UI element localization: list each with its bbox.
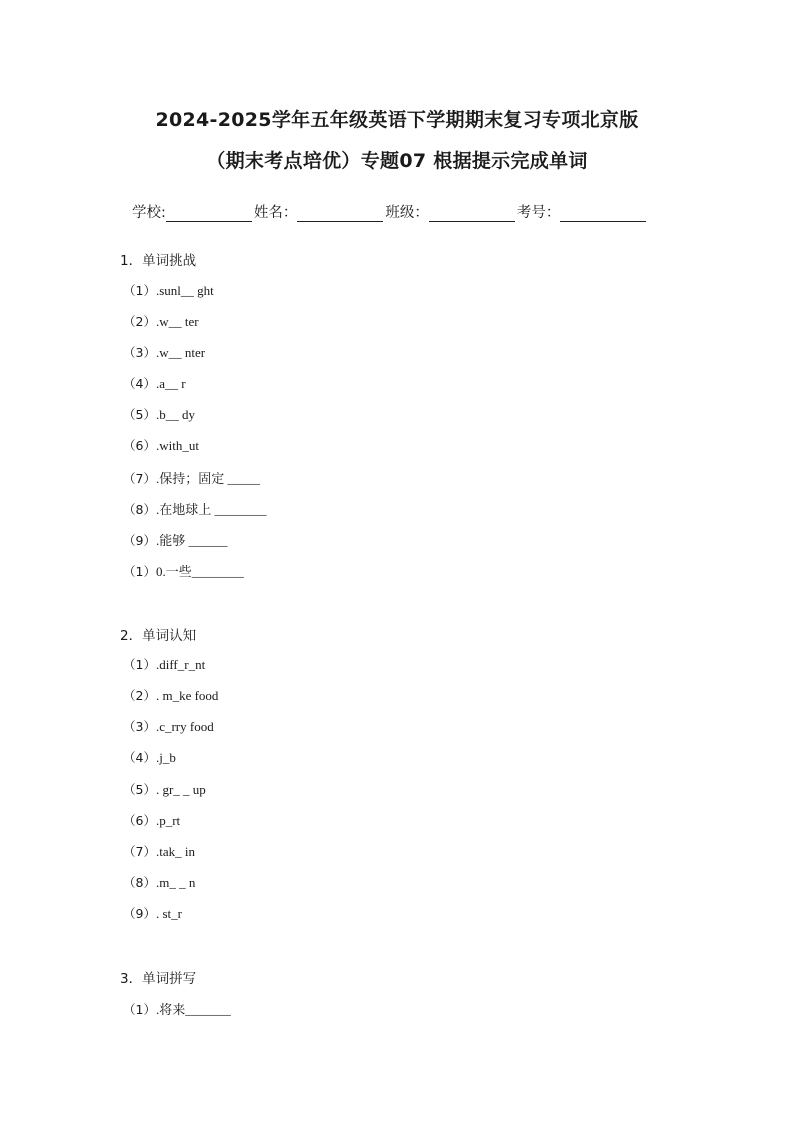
question-number: （8） <box>123 875 156 890</box>
question-text: .a__ r <box>155 376 186 391</box>
question-item <box>123 811 180 829</box>
question-text: .p_rt <box>155 813 181 828</box>
class-label: 班级： <box>385 205 429 221</box>
question-item <box>123 686 218 704</box>
question-text: . gr_ _ up <box>155 782 206 797</box>
question-text: .w__ ter <box>155 314 199 329</box>
question-text: .在地球上 ________ <box>155 502 267 517</box>
question-number: （5） <box>123 782 156 797</box>
question-text: .保持；固定 _____ <box>155 471 260 486</box>
question-item <box>123 842 195 860</box>
question-text: .sunl__ ght <box>155 283 214 298</box>
question-item <box>123 717 214 735</box>
question-item <box>123 561 244 580</box>
question-number: （1） <box>123 1002 156 1017</box>
name-blank <box>297 206 383 222</box>
question-number: （4） <box>123 376 156 391</box>
question-number: （9） <box>123 906 156 921</box>
question-text: .diff_r_nt <box>155 657 206 672</box>
document-subtitle: （期末考点培优）专题07 根据提示完成单词 <box>206 150 588 172</box>
question-text: .c_rry food <box>155 719 214 734</box>
question-number: （6） <box>123 813 156 828</box>
question-number: （1） <box>123 657 156 672</box>
section-title: 3．单词拼写 <box>120 971 197 987</box>
question-item <box>123 436 199 454</box>
section-title: 2．单词认知 <box>120 628 197 644</box>
question-text: .b__ dy <box>155 407 195 422</box>
question-item <box>123 873 195 891</box>
student-info-row <box>132 201 648 222</box>
school-blank <box>166 206 252 222</box>
question-number: （3） <box>123 719 156 734</box>
question-number: （6） <box>123 438 156 453</box>
question-item <box>123 312 199 330</box>
question-text: .tak_ in <box>155 844 195 859</box>
question-item <box>123 499 266 518</box>
question-text: .m_ _ n <box>155 875 196 890</box>
question-item <box>123 281 214 299</box>
question-number: （7） <box>123 844 156 859</box>
question-number: （7） <box>123 471 156 486</box>
school-label: 学校: <box>132 205 166 221</box>
question-number: （9） <box>123 533 156 548</box>
question-item <box>123 405 195 423</box>
name-label: 姓名： <box>253 205 298 221</box>
question-number: （1） <box>123 283 156 298</box>
question-item <box>123 748 176 766</box>
question-text: .with_ut <box>155 438 199 453</box>
question-text: .j_b <box>155 750 176 765</box>
question-text: .将来_______ <box>155 1002 231 1017</box>
question-item <box>123 999 231 1018</box>
question-number: （8） <box>123 502 156 517</box>
question-item <box>123 780 206 798</box>
question-text: .能够 ______ <box>155 533 228 548</box>
question-text: . st_r <box>155 906 182 921</box>
question-item <box>123 468 260 487</box>
question-item <box>123 343 205 361</box>
question-number: （2） <box>123 314 156 329</box>
question-item <box>123 374 186 392</box>
question-text: 0.一些________ <box>155 564 244 579</box>
class-blank <box>429 206 515 222</box>
question-item <box>123 655 205 673</box>
question-number: （5） <box>123 407 156 422</box>
question-number: （4） <box>123 750 156 765</box>
question-text: . m_ke food <box>155 688 219 703</box>
question-item <box>123 530 227 549</box>
question-item <box>123 904 182 922</box>
exam-number-label: 考号： <box>516 205 561 221</box>
section-title: 1．单词挑战 <box>120 253 197 269</box>
question-number: （2） <box>123 688 156 703</box>
question-text: .w__ nter <box>155 345 206 360</box>
question-number: （1） <box>123 564 156 579</box>
question-number: （3） <box>123 345 156 360</box>
exam-number-blank <box>560 206 646 222</box>
document-title: 2024-2025学年五年级英语下学期期末复习专项北京版 <box>155 109 639 131</box>
